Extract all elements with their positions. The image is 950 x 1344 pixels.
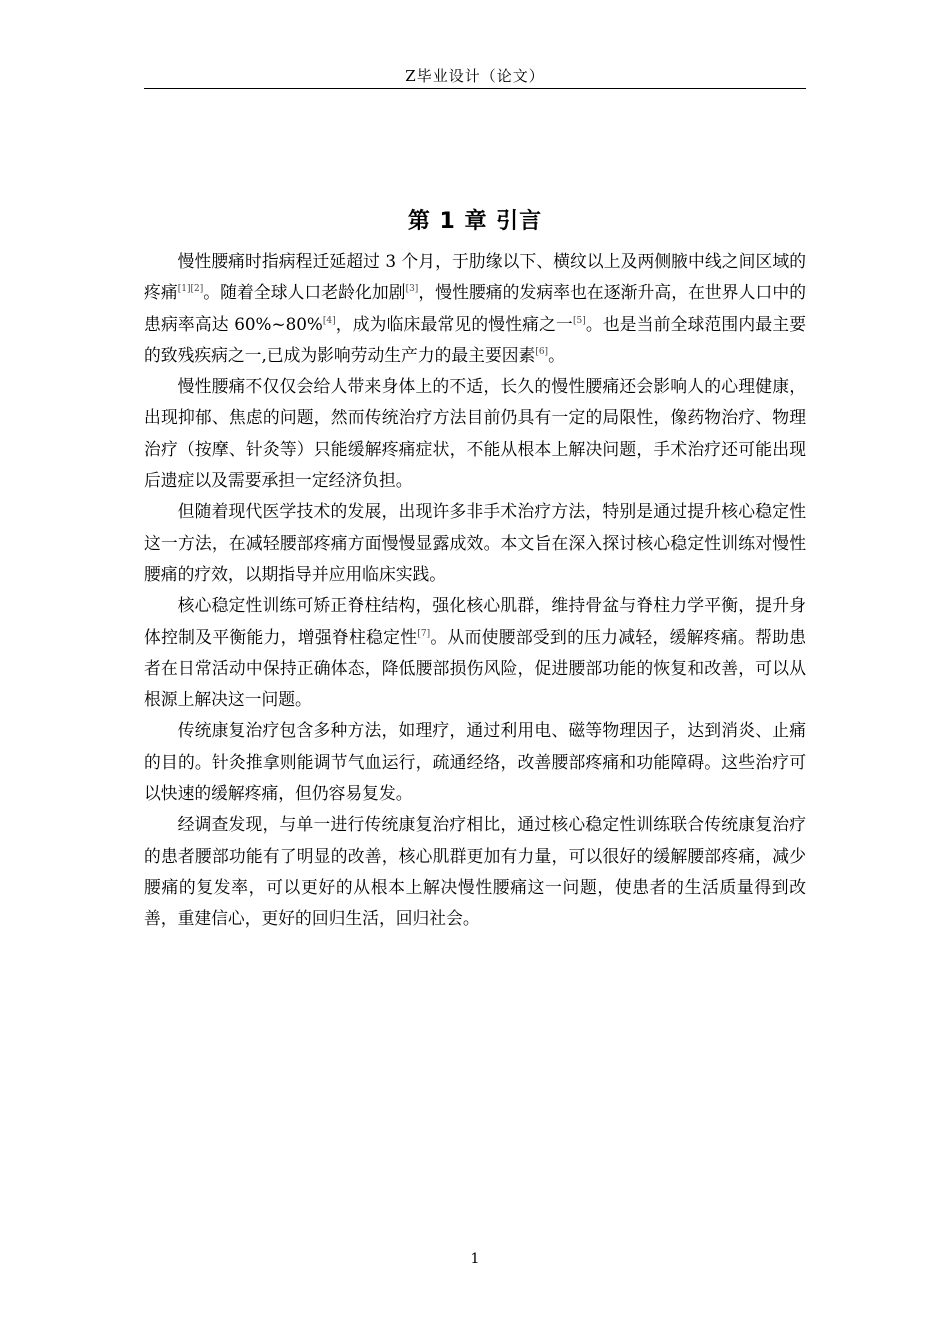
paragraph (144, 590, 806, 715)
text-run: 。 (548, 344, 565, 365)
paragraph (144, 809, 806, 934)
citation: [4] (322, 315, 336, 326)
page-number: 1 (470, 1251, 480, 1267)
text-run: 。也是当前全球范围内最主要的致残疾病之一,已成为影响劳动生产力的最主要因素 (144, 313, 806, 365)
text-run: ，成为临床最常见的慢性痛之一 (335, 313, 573, 334)
chapter-body (144, 246, 806, 935)
text-run: 核心稳定性训练可矫正脊柱结构，强化核心肌群，维持骨盆与脊柱力学平衡，提升身体控制及平衡能力，增强脊柱稳定性 (144, 595, 806, 647)
paragraph (144, 371, 806, 496)
paragraph (144, 496, 806, 590)
header-rule (144, 88, 806, 89)
paragraph (144, 715, 806, 809)
text-run: 但随着现代医学技术的发展，出现许多非手术治疗方法，特别是通过提升核心稳定性这一方法，在减轻腰部疼痛方面慢慢显露成效。本文旨在深入探讨核心稳定性训练对慢性腰痛的疗效，以期指导并应用临床实践。 (144, 501, 806, 584)
citation: [6] (535, 346, 549, 357)
text-run: 慢性腰痛时指病程迁延超过 3 个月，于肋缘以下、横纹以上及两侧腋中线之间区域的疼痛 (144, 251, 806, 303)
citation: [7] (417, 628, 431, 639)
text-run: 。从而使腰部受到的压力减轻，缓解疼痛。帮助患者在日常活动中保持正确体态，降低腰部损伤风险，促进腰部功能的恢复和改善，可以从根源上解决这一问题。 (144, 626, 806, 710)
running-header: Z毕业设计（论文） (405, 67, 545, 85)
paragraph (144, 246, 806, 371)
text-run: 传统康复治疗包含多种方法，如理疗，通过利用电、磁等物理因子，达到消炎、止痛的目的。针灸推拿则能调节气血运行，疏通经络，改善腰部疼痛和功能障碍。这些治疗可以快速的缓解疼痛，但仍容易复发。 (144, 720, 806, 804)
citation: [5] (572, 315, 586, 326)
citation: [3] (405, 284, 419, 295)
citation: [1][2] (177, 284, 204, 295)
text-run: 经调查发现，与单一进行传统康复治疗相比，通过核心稳定性训练联合传统康复治疗的患者腰部功能有了明显的改善，核心肌群更加有力量，可以很好的缓解腰部疼痛，减少腰痛的复发率，可以更好的从根本上解决慢性腰痛这一问题，使患者的生活质量得到改善，重建信心，更好的回归生活，回归社会。 (144, 814, 806, 929)
text-run: 慢性腰痛不仅仅会给人带来身体上的不适，长久的慢性腰痛还会影响人的心理健康，出现抑郁、焦虑的问题，然而传统治疗方法目前仍具有一定的局限性，像药物治疗、物理治疗（按摩、针灸等）只能缓解疼痛症状，不能从根本上解决问题，手术治疗还可能出现后遗症以及需要承担一定经济负担。 (144, 376, 806, 491)
chapter-title: 第 1 章 引言 (407, 209, 543, 234)
text-run: 。随着全球人口老龄化加剧 (203, 282, 406, 303)
text-run: ，慢性腰痛的发病率也在逐渐升高，在世界人口中的患病率高达 60%~80% (144, 282, 806, 334)
